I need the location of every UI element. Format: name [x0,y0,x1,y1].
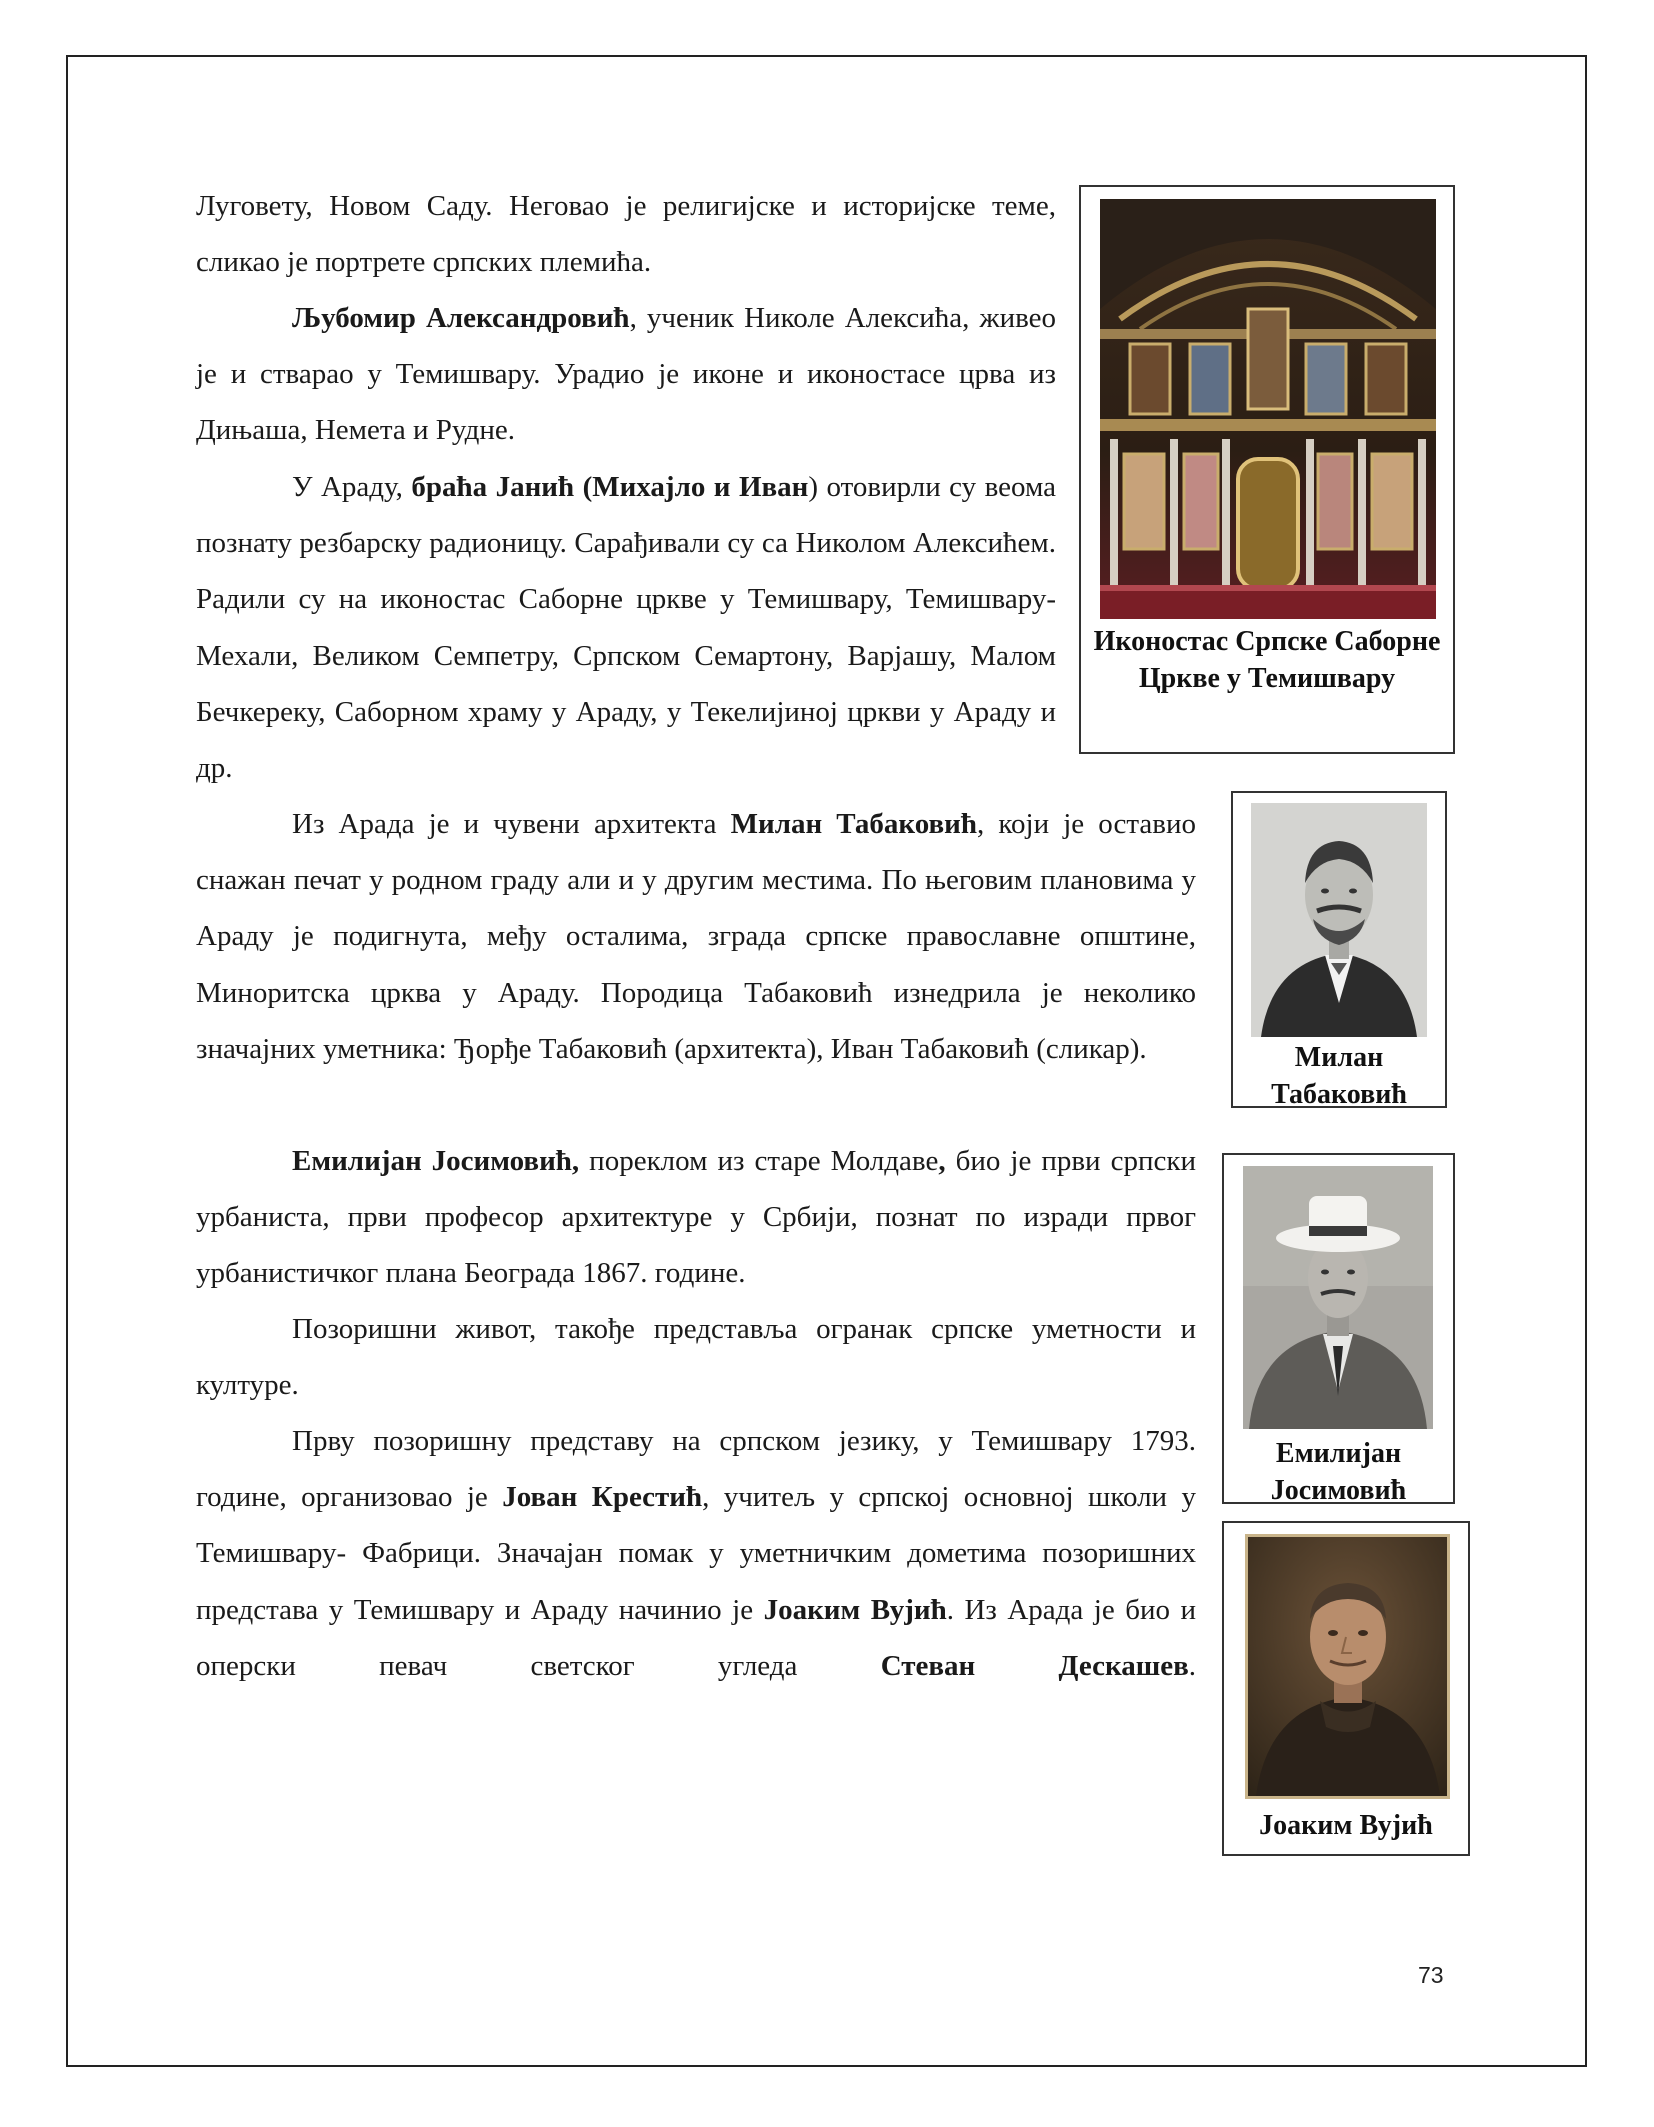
name-vujic: Јоаким Вујић [763,1593,947,1626]
iconostasis-photo [1100,199,1436,619]
figure-josimovic [1222,1153,1455,1504]
caption-iconostasis: Иконостас Српске Саборне Цркве у Темишвару [1093,626,1441,694]
paragraph-tabakovic: Из Арада је и чувени архитекта Милан Табаковић, који је оставио снажан печат у родном граду али и у другим местима. По његовим плановима у Араду је подигнута, међу осталима, зграда српске православне општине, Миноритска црква у Араду. Породица Табаковић изнедрила је неколико значајних уметника: Ђорђе Табаковић (архитекта), Иван Табаковић (сликар). [196,808,1196,1065]
name-deskasev: Стеван Дескашев [880,1649,1189,1682]
figure-vujic [1222,1521,1470,1856]
paragraph-aleksandrovic [196,290,1056,459]
caption-vujic: Јоаким Вујић [1259,1810,1433,1841]
paragraph-aleksandrovic-text: , ученик Николе Алексића, живео је и стварао у Темишвару. Урадио је иконе и иконостасе црва из Дињаша, Немета и Рудне. [196,302,1056,447]
paragraph-krestic: Прву позоришну представу на српском језику, у Темишвару 1793. године, организовао је Јован Крестић, учитељ у српској основној школи у Темишвару- Фабрици. Значајан помак у уметничким дометима позоришних представа у Темишвару и Араду начинио је Јоаким Вујић. Из Арада је био и оперски певач светског угледа Стеван Дескашев. [196,1425,1196,1682]
name-tabakovic: Милан Табаковић [730,808,978,840]
paragraph-josimovic: Емилијан Јосимовић, пореклом из старе Молдаве, био је први српски урбаниста, први професор архитектуре у Србији, познат по изради првог урбанистичког плана Београда 1867. године. [196,1145,1196,1290]
figure-tabakovic [1231,791,1447,1108]
page-number: 73 [1418,1962,1444,1988]
josimovic-photo [1243,1166,1433,1429]
name-josimovic: Емилијан Јосимовић, [292,1145,580,1177]
caption-josimovic: Емилијан Јосимовић [1270,1438,1407,1506]
paragraph-1 [196,178,1056,290]
tabakovic-photo [1251,803,1427,1037]
paragraph-janic-brothers: У Араду, браћа Јанић (Михајло и Иван) отовирли су веома познату резбарску радионицу. Сарађивали су са Николом Алексићем. Радили су на иконостас Саборне цркве у Темишвару, Темишвару-Мехали, Великом Семпетру, Српском Семартону, Варјашу, Малом Бечкереку, Саборном храму у Араду, у Текелијиној цркви у Араду и др. [196,471,1056,785]
caption-tabakovic: Милан Табаковић [1271,1042,1407,1110]
paragraph-theatre: Позоришни живот, такође представља огранак српске уметности и културе. [196,1313,1196,1402]
vujic-portrait [1245,1534,1450,1799]
figure-iconostasis [1079,185,1455,754]
paragraph-1-text: Луговету, Новом Саду. Неговао је религијске и историјске теме, сликао је портрете српских племића. [196,190,1056,279]
name-krestic: Јован Крестић [502,1481,703,1514]
name-janic-brothers: браћа Јанић (Михајло и Иван [411,471,809,503]
name-aleksandrovic: Љубомир Александровић [292,302,630,334]
